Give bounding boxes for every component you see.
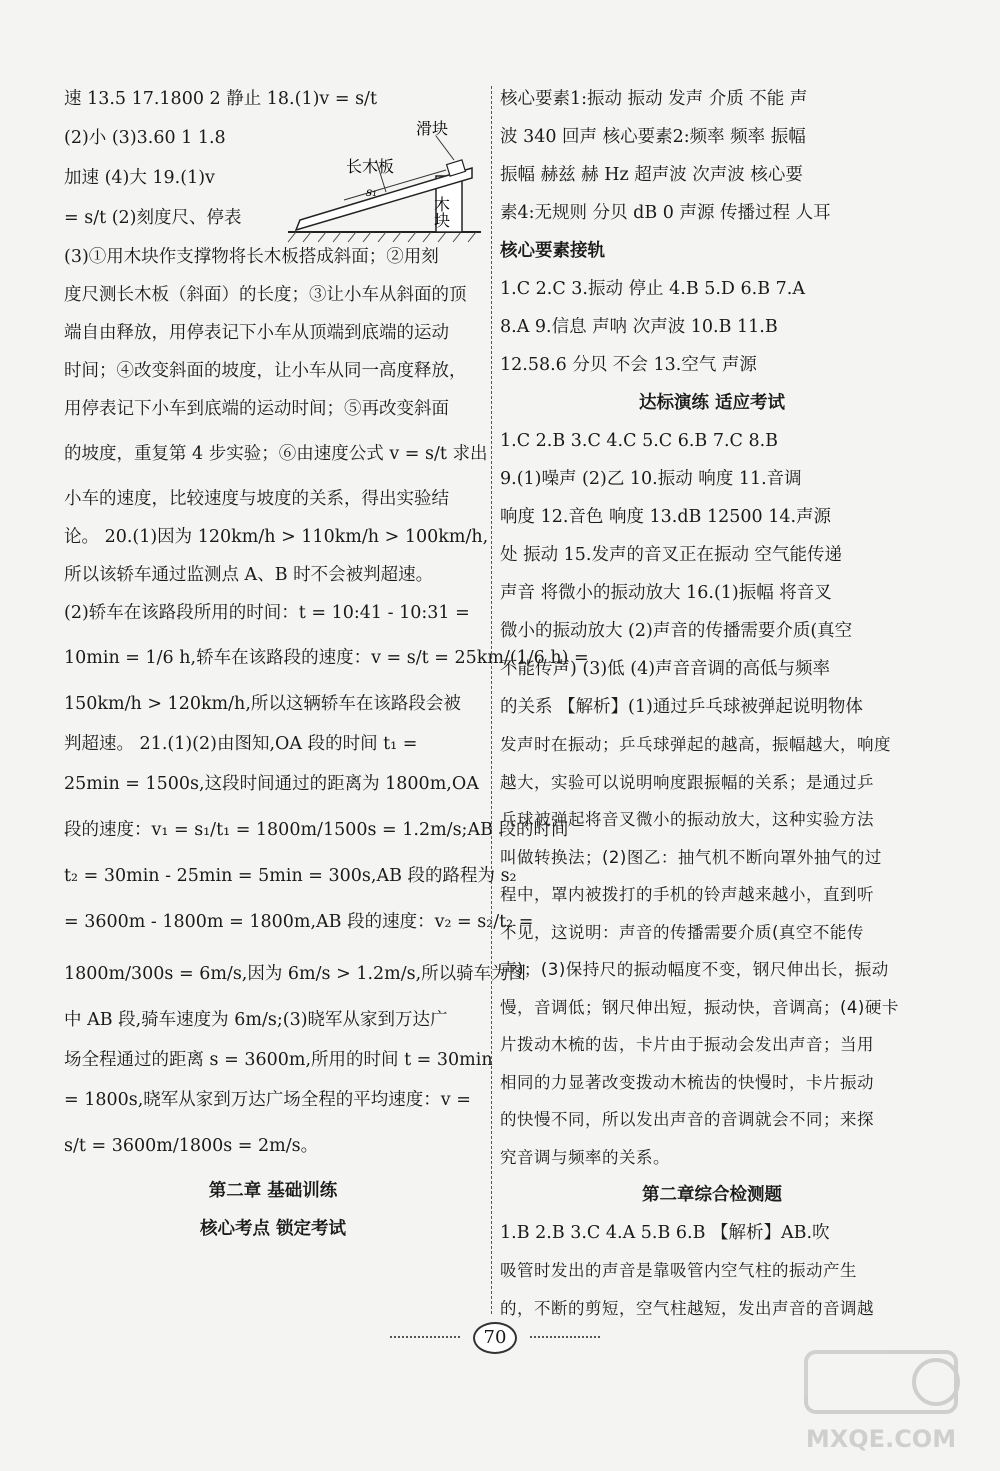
text-line: 1.C 2.B 3.C 4.C 5.C 6.B 7.C 8.B bbox=[500, 431, 779, 451]
handwritten-line: 不见，这说明：声音的传播需要介质(真空不能传 bbox=[500, 922, 864, 942]
text-line: 声音 将微小的振动放大 16.(1)振幅 将音叉 bbox=[500, 583, 832, 603]
text-line: 用停表记下小车到底端的运动时间；⑤再改变斜面 bbox=[64, 399, 449, 419]
page-number: 70 bbox=[473, 1322, 517, 1354]
text-line: 8.A 9.信息 声呐 次声波 10.B 11.B bbox=[500, 317, 778, 337]
handwritten-line: 声)；(3)保持尺的振动幅度不变，钢尺伸出长，振动 bbox=[500, 960, 889, 979]
text-line: = s/t (2)刻度尺、停表 bbox=[64, 208, 242, 228]
text-line: s/t = 3600m/1800s = 2m/s。 bbox=[64, 1136, 319, 1156]
text-line: 12.58.6 分贝 不会 13.空气 声源 bbox=[500, 355, 757, 375]
block-label: 木块 bbox=[431, 196, 451, 228]
text-line: 1800m/300s = 6m/s,因为 6m/s > 1.2m/s,所以骑车为图 bbox=[64, 964, 527, 984]
text-line: 段的速度：v₁ = s₁/t₁ = 1800m/1500s = 1.2m/s;AB 段的时间 bbox=[64, 820, 569, 840]
section-heading: 核心考点 锁定考试 bbox=[199, 1219, 347, 1239]
text-line: 25min = 1500s,这段时间通过的距离为 1800m,OA bbox=[64, 774, 479, 794]
text-line: 素4:无规则 分贝 dB 0 声源 传播过程 人耳 bbox=[500, 203, 831, 223]
handwritten-line: 发声时在振动；乒乓球弹起的越高，振幅越大，响度 bbox=[500, 735, 891, 754]
text-line: 1.C 2.C 3.振动 停止 4.B 5.D 6.B 7.A bbox=[500, 279, 805, 299]
text-line: 所以该轿车通过监测点 A、B 时不会被判超速。 bbox=[64, 565, 434, 585]
handwritten-line: 叫做转换法；(2)图乙：抽气机不断向罩外抽气的过 bbox=[500, 847, 882, 867]
incline-diagram bbox=[286, 84, 486, 244]
text-line: t₂ = 30min - 25min = 5min = 300s,AB 段的路程为 s₂ bbox=[64, 866, 517, 886]
text-line: 论。 20.(1)因为 120km/h > 110km/h > 100km/h, bbox=[64, 527, 489, 547]
section-heading: 第二章综合检测题 bbox=[642, 1185, 782, 1205]
text-line: 响度 12.音色 响度 13.dB 12500 14.声源 bbox=[500, 507, 832, 527]
page-number-ornament bbox=[390, 1322, 600, 1356]
ornament-right bbox=[530, 1336, 600, 1342]
column-divider bbox=[491, 86, 492, 1314]
handwritten-line: 相同的力显著改变拨动木梳齿的快慢时，卡片振动 bbox=[500, 1072, 874, 1092]
watermark-logo bbox=[786, 1347, 976, 1457]
text-line: 速 13.5 17.1800 2 静止 18.(1)v = s/t bbox=[64, 89, 377, 109]
text-line: 振幅 赫兹 赫 Hz 超声波 次声波 核心要 bbox=[500, 165, 803, 185]
text-line: 不能传声) (3)低 (4)声音音调的高低与频率 bbox=[500, 659, 831, 679]
text-line: 中 AB 段,骑车速度为 6m/s;(3)晓军从家到万达广 bbox=[64, 1010, 448, 1030]
handwritten-line: 乓球被弹起将音叉微小的振动放大，这种实验方法 bbox=[500, 810, 874, 829]
text-line: (2)小 (3)3.60 1 1.8 bbox=[64, 128, 226, 148]
text-line: 小车的速度，比较速度与坡度的关系，得出实验结 bbox=[64, 489, 449, 509]
text-line: 10min = 1/6 h,轿车在该路段的速度：v = s/t = 25km/(1/6 h) = bbox=[64, 648, 589, 668]
handwritten-line: 片拨动木梳的齿，卡片由于振动会发出声音；当用 bbox=[500, 1035, 874, 1054]
section-heading: 达标演练 适应考试 bbox=[638, 393, 786, 413]
text-line: (3)①用木块作支撑物将长木板搭成斜面；②用刻 bbox=[64, 247, 439, 267]
text-line: 1.B 2.B 3.C 4.A 5.B 6.B 【解析】AB.吹 bbox=[500, 1223, 830, 1243]
text-line: 核心要素1:振动 振动 发声 介质 不能 声 bbox=[500, 89, 808, 109]
handwritten-line: 越大，实验可以说明响度跟振幅的关系；是通过乒 bbox=[500, 772, 874, 792]
handwritten-line: 吸管时发出的声音是靠吸管内空气柱的振动产生 bbox=[500, 1261, 857, 1280]
text-line: 度尺测长木板（斜面）的长度；③让小车从斜面的顶 bbox=[64, 285, 467, 305]
ornament-left bbox=[390, 1336, 460, 1342]
text-line: = 3600m - 1800m = 1800m,AB 段的速度：v₂ = s₂/t₂ = bbox=[64, 912, 534, 932]
section-heading: 核心要素接轨 bbox=[500, 241, 605, 261]
handwritten-line: 的，不断的剪短，空气柱越短，发出声音的音调越 bbox=[500, 1298, 874, 1318]
right-column bbox=[500, 80, 924, 1327]
board-label: 长木板 bbox=[346, 157, 395, 176]
text-line: 150km/h > 120km/h,所以这辆轿车在该路段会被 bbox=[64, 694, 461, 714]
text-line: 的坡度，重复第 4 步实验；⑥由速度公式 v = s/t 求出 bbox=[64, 444, 488, 464]
slider-label: 滑块 bbox=[416, 119, 449, 138]
text-line: 判超速。 21.(1)(2)由图知,OA 段的时间 t₁ = bbox=[64, 734, 418, 754]
handwritten-line: 程中，罩内被拨打的手机的铃声越来越小，直到听 bbox=[500, 885, 874, 904]
text-line: 微小的振动放大 (2)声音的传播需要介质(真空 bbox=[500, 621, 853, 641]
text-line: 场全程通过的距离 s = 3600m,所用的时间 t = 30min bbox=[64, 1050, 493, 1070]
text-line: 的关系 【解析】(1)通过乒乓球被弹起说明物体 bbox=[500, 697, 863, 717]
section-heading: 第二章 基础训练 bbox=[208, 1181, 338, 1201]
handwritten-line: 慢，音调低；钢尺伸出短，振动快，音调高；(4)硬卡 bbox=[500, 997, 899, 1017]
text-line: 加速 (4)大 19.(1)v bbox=[64, 168, 215, 188]
text-line: 处 振动 15.发声的音叉正在振动 空气能传递 bbox=[500, 545, 843, 565]
text-line: 时间；④改变斜面的坡度，让小车从同一高度释放， bbox=[64, 361, 467, 381]
text-line: (2)轿车在该路段所用的时间：t = 10:41 - 10:31 = bbox=[64, 603, 470, 623]
watermark-text: MXQE.COM bbox=[805, 1425, 957, 1453]
text-line: 9.(1)噪声 (2)乙 10.振动 响度 11.音调 bbox=[500, 469, 802, 489]
text-line: 端自由释放，用停表记下小车从顶端到底端的运动 bbox=[64, 323, 449, 343]
s1-label: s₁ bbox=[366, 185, 377, 199]
handwritten-line: 的快慢不同，所以发出声音的音调就会不同；来探 bbox=[500, 1110, 874, 1129]
handwritten-line: 究音调与频率的关系。 bbox=[500, 1147, 670, 1167]
text-line: = 1800s,晓军从家到万达广场全程的平均速度：v = bbox=[64, 1090, 471, 1110]
text-line: 波 340 回声 核心要素2:频率 频率 振幅 bbox=[500, 127, 806, 147]
